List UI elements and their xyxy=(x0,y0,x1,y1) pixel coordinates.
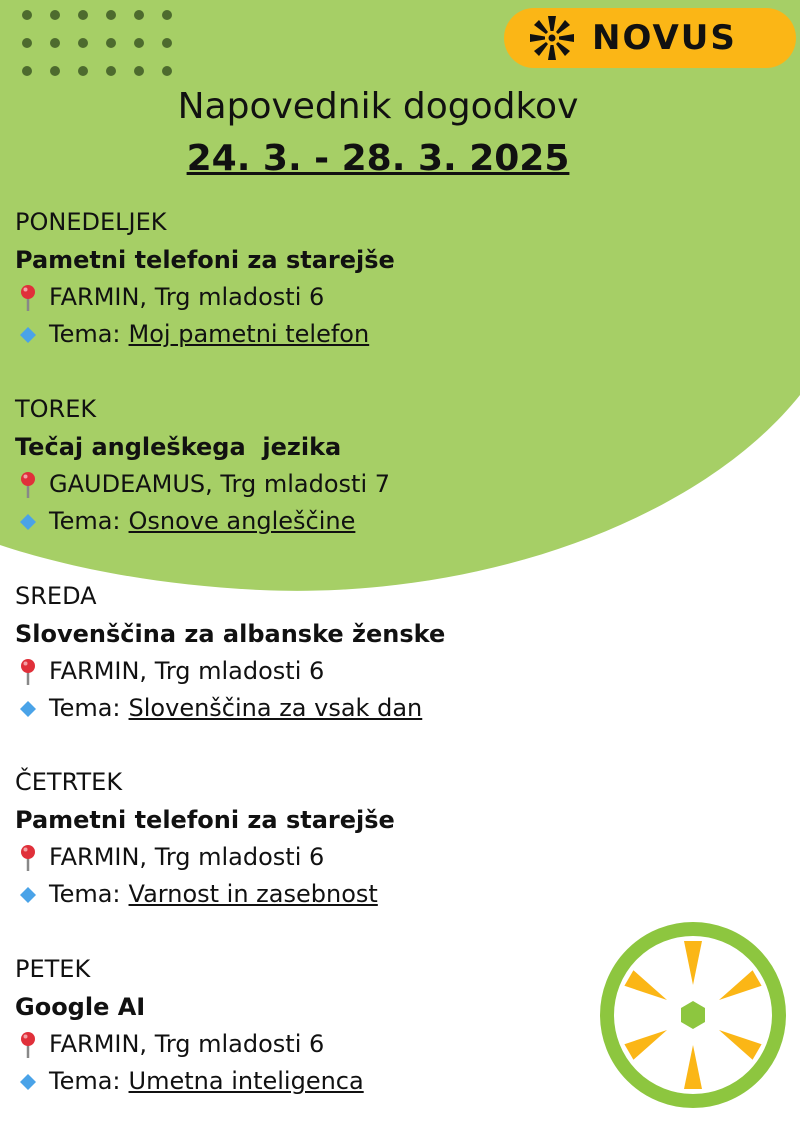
burst-icon xyxy=(528,14,576,62)
decorative-dots xyxy=(22,10,152,80)
location-text: FARMIN, Trg mladosti 6 xyxy=(49,843,325,871)
blue-diamond-icon xyxy=(15,326,41,344)
blue-diamond-icon xyxy=(15,513,41,531)
topic-row xyxy=(15,316,735,353)
decorative-wheel-icon xyxy=(598,920,788,1110)
round-pushpin-icon xyxy=(15,1031,41,1059)
date-range: 24. 3. - 28. 3. 2025 xyxy=(186,138,570,179)
day-block-monday xyxy=(15,203,735,353)
topic-row xyxy=(15,690,735,727)
topic-row xyxy=(15,503,735,540)
topic-label: Tema: xyxy=(49,880,121,908)
location-text: FARMIN, Trg mladosti 6 xyxy=(49,1030,325,1058)
location-text: FARMIN, Trg mladosti 6 xyxy=(49,657,325,685)
topic-label: Tema: xyxy=(49,694,121,722)
event-title: Tečaj angleškega jezika xyxy=(15,433,342,461)
round-pushpin-icon xyxy=(15,284,41,312)
event-title: Slovenščina za albanske ženske xyxy=(15,620,446,648)
event-title: Pametni telefoni za starejše xyxy=(15,246,395,274)
location-row xyxy=(15,279,735,316)
topic-link[interactable]: Umetna inteligenca xyxy=(128,1067,364,1095)
location-text: FARMIN, Trg mladosti 6 xyxy=(49,283,325,311)
topic-link[interactable]: Slovenščina za vsak dan xyxy=(128,694,423,722)
location-row xyxy=(15,466,735,503)
topic-link[interactable]: Osnove angleščine xyxy=(128,507,356,535)
topic-label: Tema: xyxy=(49,1067,121,1095)
location-row xyxy=(15,653,735,690)
location-row xyxy=(15,839,735,876)
day-name: PONEDELJEK xyxy=(15,208,167,236)
round-pushpin-icon xyxy=(15,471,41,499)
topic-link[interactable]: Varnost in zasebnost xyxy=(128,880,378,908)
blue-diamond-icon xyxy=(15,700,41,718)
event-title: Pametni telefoni za starejše xyxy=(15,806,395,834)
day-block-thursday xyxy=(15,763,735,913)
day-block-wednesday xyxy=(15,577,735,727)
topic-link[interactable]: Moj pametni telefon xyxy=(128,320,370,348)
page-title: Napovednik dogodkov xyxy=(177,86,579,127)
round-pushpin-icon xyxy=(15,844,41,872)
event-title: Google AI xyxy=(15,993,146,1021)
blue-diamond-icon xyxy=(15,1073,41,1091)
round-pushpin-icon xyxy=(15,658,41,686)
logo-text: NOVUS xyxy=(592,18,737,58)
novus-logo xyxy=(504,8,796,68)
day-name: ČETRTEK xyxy=(15,768,123,796)
day-block-tuesday xyxy=(15,390,735,540)
topic-label: Tema: xyxy=(49,507,121,535)
day-name: PETEK xyxy=(15,955,91,983)
topic-label: Tema: xyxy=(49,320,121,348)
blue-diamond-icon xyxy=(15,886,41,904)
topic-row xyxy=(15,876,735,913)
day-name: TOREK xyxy=(15,395,97,423)
location-text: GAUDEAMUS, Trg mladosti 7 xyxy=(49,470,391,498)
day-name: SREDA xyxy=(15,582,97,610)
